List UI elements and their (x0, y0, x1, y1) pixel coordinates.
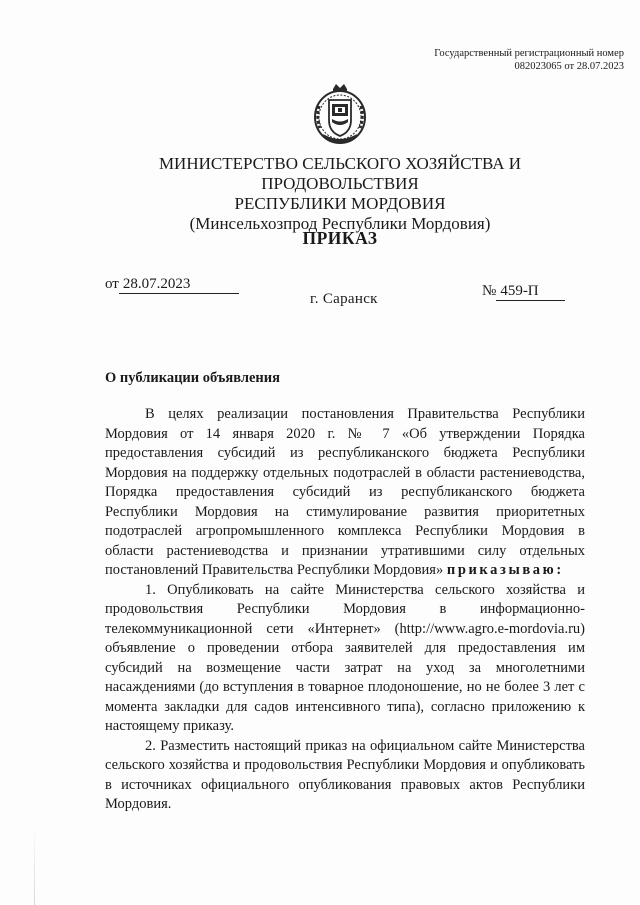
ministry-header (90, 154, 590, 234)
order-number (482, 282, 565, 301)
preamble-text: В целях реализации постановления Правительства Республики Мордовия от 14 января 2020 г. № 7 «Об утверждении Порядка предоставления субсидий из республиканского бюджета Республики Мордовия на поддержку отдельных подотраслей в области растениеводства, Порядка предоставления субсидий из республиканского бюджета Республики Мордовия на стимулирование развития приоритетных подотраслей агропромышленного комплекса Республики Мордовия в области растениеводства и признании утратившими силу отдельных постановлений Правительства Республики Мордовия» (105, 406, 585, 578)
ministry-name-line2: РЕСПУБЛИКИ МОРДОВИЯ (234, 194, 446, 213)
order-subject: О публикации объявления (105, 370, 280, 386)
preamble-paragraph (105, 405, 585, 581)
registration-number: 082023065 от 28.07.2023 (514, 61, 624, 72)
document-type-title: ПРИКАЗ (302, 228, 378, 248)
city-name: г. Саранск (310, 291, 378, 307)
ministry-short-name: (Минсельхозпрод Республики Мордовия) (189, 214, 491, 233)
date-value: 28.07.2023 (119, 275, 239, 294)
order-date (105, 275, 239, 294)
registration-label: Государственный регистрационный номер (434, 48, 624, 59)
coat-of-arms-icon (311, 82, 369, 146)
date-prefix: от (105, 276, 119, 292)
registration-stamp (384, 47, 624, 73)
number-value: 459-П (496, 282, 565, 301)
ministry-name-line1: МИНИСТЕРСТВО СЕЛЬСКОГО ХОЗЯЙСТВА И ПРОДОВОЛЬСТВИЯ (158, 154, 522, 193)
scan-edge-line (34, 820, 35, 905)
item-1-paragraph: 1. Опубликовать на сайте Министерства сельского хозяйства и продовольствия Республики Мордовия в информационно-телекоммуникационной сети «Интернет» (http://www.agro.e-mordovia.ru) объявление о проведении отбора заявителей для предоставления им субсидий на возмещение части затрат на уход за многолетними насаждениями (до вступления в товарное плодоношение, но не более 3 лет с момента закладки для садов интенсивного типа), согласно приложению к настоящему приказу. (105, 581, 585, 734)
order-body (105, 405, 585, 815)
item-2-paragraph: 2. Разместить настоящий приказ на официальном сайте Министерства сельского хозяйства и продовольствия Республики Мордовия и опубликовать в источниках официального опубликования правовых актов Республики Мордовия. (105, 737, 585, 812)
order-word: приказываю: (446, 562, 564, 578)
number-prefix: № (482, 283, 497, 299)
